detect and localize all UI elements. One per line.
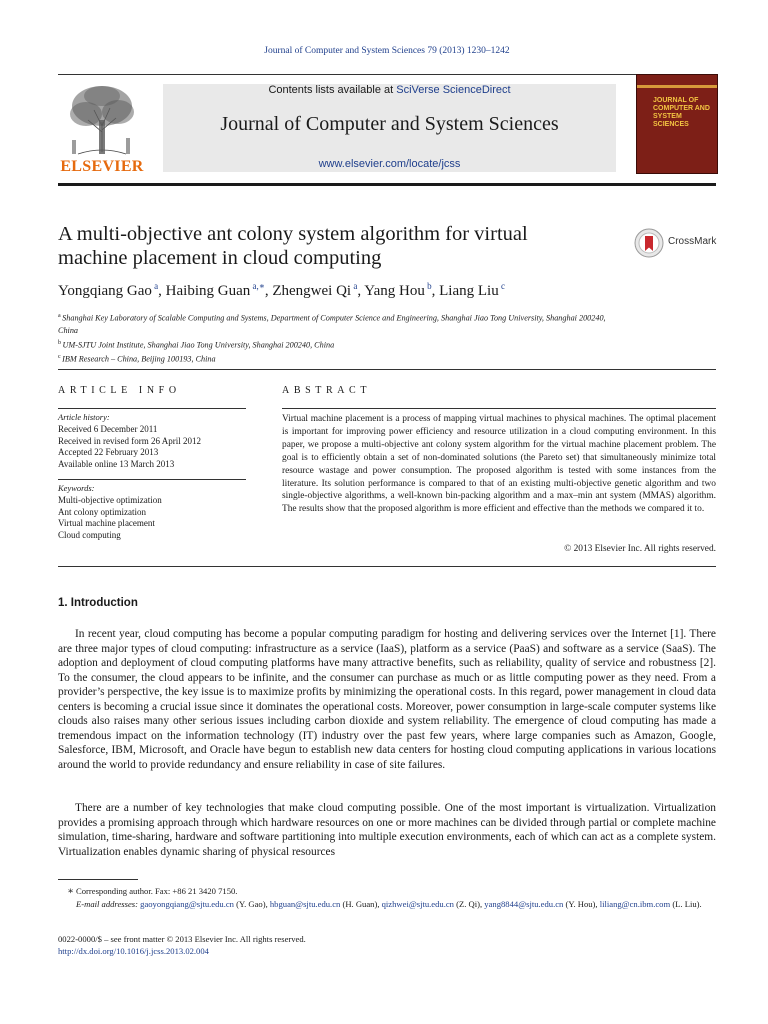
author-affiliation-marker[interactable]: a,∗ [250,281,265,291]
abstract-heading: ABSTRACT [282,385,372,396]
affiliation-item [58,310,618,337]
author-separator: , [357,283,365,299]
author-affiliation-marker[interactable]: b [424,281,432,291]
author-name: Liang Liu [439,283,499,299]
keywords-rule [58,479,246,480]
history-item: Received in revised form 26 April 2012 [58,435,201,446]
abstract-text: Virtual machine placement is a process of mapping virtual machines to physical machines. The optimal placement is important for improving power efficiency and resource utilization in a cloud computing environment. In this paper, we propose a multi-objective ant colony system algorithm for the virtual machine placement problem. The goal is to efficiently obtain a set of non-dominated solutions (the Pareto set) that simultaneously minimize total resource wastage and power consumption. The proposed algorithm is tested with some instances from the literature. Its solution performance is compared to that of an existing multi-objective genetic algorithm and two single-objective algorithms, a well-known bin-packing algorithm and a max–min ant system (MMAS) algorithm. The results show that the proposed algorithm is more efficient and effective than the methods we compared it to. [282,414,716,515]
header-top-rule [58,74,716,75]
contents-available-line [163,84,616,96]
contents-prefix: Contents lists available at [268,84,397,96]
author-affiliation-marker[interactable]: a [151,281,159,291]
email-label: E-mail addresses: [76,899,141,910]
article-info-rule [58,408,246,409]
history-item: Available online 13 March 2013 [58,459,175,470]
affiliation-text: Shanghai Key Laboratory of Scalable Computing and Systems, Department of Computer Science and Engineering, Shanghai Jiao Tong University, Shanghai 200240, China [58,313,606,335]
affiliation-item [58,337,618,352]
author-separator: , [264,283,273,299]
affiliation-text: IBM Research – China, Beijing 100193, China [62,355,216,365]
journal-homepage-link[interactable]: www.elsevier.com/locate/jcss [318,158,461,170]
sciencedirect-link[interactable]: SciVerse ScienceDirect [396,84,511,96]
cover-title: JOURNAL OF COMPUTER AND SYSTEM SCIENCES [653,97,710,128]
section-heading-introduction: 1. Introduction [58,597,138,609]
author-name: Zhengwei Qi [272,283,352,299]
affiliation-marker: c [58,354,63,361]
footnote-star: ∗ [67,886,74,897]
journal-header-box [163,84,616,172]
author-name: Haibing Guan [165,283,251,299]
article-info-heading: ARTICLE INFO [58,385,181,396]
journal-title: Journal of Computer and System Sciences [220,113,559,135]
front-matter-block [58,933,716,958]
email-owner: (Z. Qi), [453,899,485,910]
corresponding-author-note [58,885,716,898]
email-link[interactable]: yang8844@sjtu.edu.cn [484,899,564,910]
author-separator: , [158,283,166,299]
keywords-block [58,483,248,542]
paper-title: A multi-objective ant colony system algorithm for virtual machine placement in cloud computing [58,223,528,269]
body-paragraph: There are a number of key technologies that make cloud computing possible. One of the most important is virtualization. Virtualization provides a promising approach through which hardware resources on one or more machines can be divided through partial or complete machine simulation, time-sharing, hardware and software partitioning into multiple execution environments, each of which can act as a complete system. Virtualization enables dynamic sharing of physical resources [58,802,716,858]
email-owner: (H. Guan), [340,899,382,910]
keyword-item: Multi-objective optimization [58,494,162,505]
footnote-rule [58,879,138,880]
email-link[interactable]: liliang@cn.ibm.com [599,899,671,910]
history-item: Accepted 22 February 2013 [58,447,159,458]
email-addresses [58,898,716,910]
author-separator: , [431,283,440,299]
keyword-item: Virtual machine placement [58,518,155,529]
affiliation-text: UM-SJTU Joint Institute, Shanghai Jiao Tong University, Shanghai 200240, China [62,340,335,350]
author-affiliation-marker[interactable]: a [351,281,358,291]
email-owner: (L. Liu). [670,899,702,910]
email-link[interactable]: gaoyongqiang@sjtu.edu.cn [140,899,234,910]
front-matter-line: 0022-0000/$ – see front matter © 2013 Elsevier Inc. All rights reserved. [58,934,306,944]
footnotes [58,885,716,911]
affiliation-list [58,310,618,366]
abstract-rule [282,408,716,409]
abstract-copyright: © 2013 Elsevier Inc. All rights reserved. [564,544,716,554]
history-item: Received 6 December 2011 [58,423,158,434]
author-list [58,281,718,300]
publisher-wordmark: ELSEVIER [60,158,144,175]
keyword-item: Cloud computing [58,530,121,541]
journal-cover-image [636,74,718,174]
doi-link[interactable]: http://dx.doi.org/10.1016/j.jcss.2013.02.004 [58,946,209,957]
author-affiliation-marker[interactable]: c [498,281,505,291]
article-history [58,412,248,471]
email-owner: (Y. Gao), [233,899,270,910]
affiliation-item [58,351,618,366]
author-name: Yang Hou [364,283,425,299]
journal-citation[interactable]: Journal of Computer and System Sciences 79 (2013) 1230–1242 [264,46,510,56]
author-name: Yongqiang Gao [58,283,152,299]
cover-stripe [637,85,718,88]
affiliation-marker: b [58,339,63,346]
info-top-rule [58,369,716,370]
header-bottom-rule [58,183,716,186]
crossmark-label: CrossMark [668,236,717,247]
affiliation-marker: a [58,313,63,319]
email-link[interactable]: qizhwei@sjtu.edu.cn [381,899,454,910]
body-paragraph: In recent year, cloud computing has become a popular computing paradigm for hosting and delivering services over the Internet [1]. There are three major types of cloud computing: infrastructure as a service (IaaS), platform as a service (PaaS) and software as a service (SaaS). The adoption and deployment of cloud computing platforms have many attractive benefits, such as reliability, quality of service and robustness [2]. To the consumer, the cloud appears to be infinite, and the consumer can purchase as much or as little computing power as they need. From a provider’s perspective, the key issue is to maximize profits by minimizing the operational costs. In this regard, power management in cloud data centers is becoming a crucial issue since it dominates the operational costs. Moreover, power consumption in large-scale computer systems like clouds also raises many other serious issues including carbon dioxide and system reliability. The emergence of cloud computing has made a tremendous impact on the information technology (IT) industry over the past few years, where large companies such as Amazon, Google, Salesforce, IBM, Microsoft, and Oracle have begun to establish new data centers for hosting cloud computing applications in various locations around the world to provide redundancy and ensure reliability in case of site failures. [58,628,716,771]
email-link[interactable]: hbguan@sjtu.edu.cn [269,899,341,910]
abstract-bottom-rule [58,566,716,567]
email-owner: (Y. Hou), [563,899,600,910]
article-history-heading: Article history: [58,412,110,422]
keywords-heading: Keywords: [58,483,95,493]
keyword-item: Ant colony optimization [58,506,146,517]
crossmark-badge[interactable] [634,228,722,258]
corresponding-author-text: Corresponding author. Fax: +86 21 3420 7150. [76,886,238,896]
crossmark-icon [634,228,664,258]
